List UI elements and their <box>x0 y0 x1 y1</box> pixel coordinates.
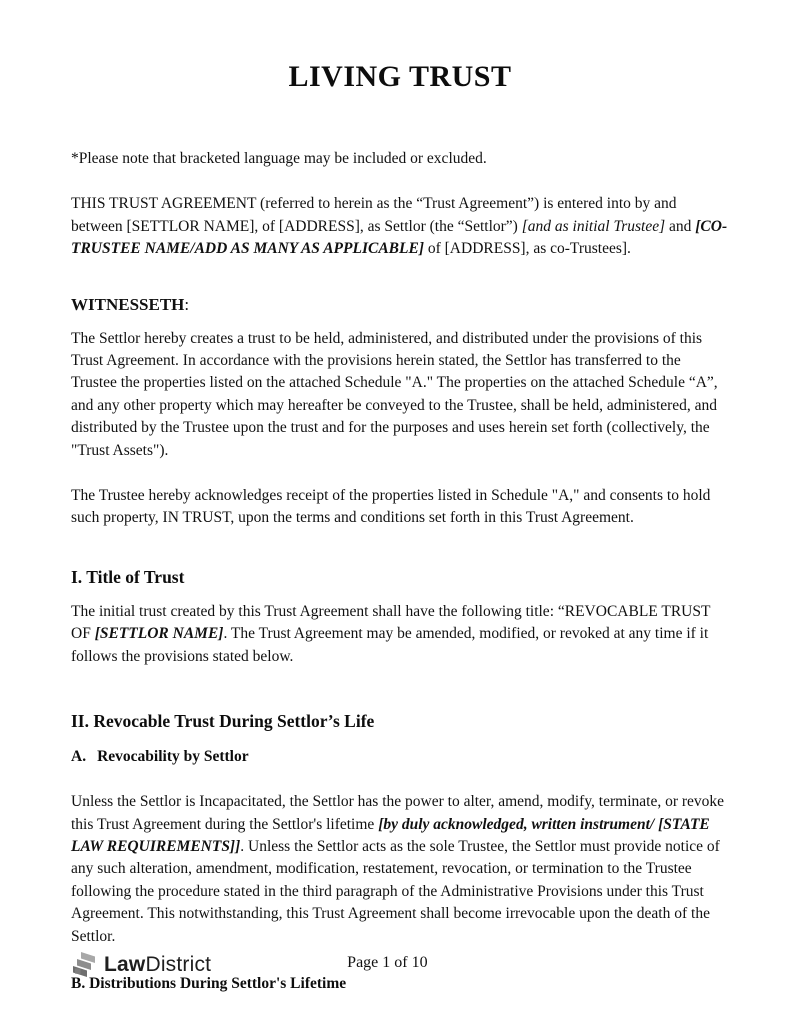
state-law-requirements-placeholder: [by duly acknowledged, written instrument/ [STATE LAW REQUIREMENTS]] <box>71 815 710 855</box>
witnesseth-paragraph-1: The Settlor hereby creates a trust to be held, administered, and distributed under the provisions of this Trust Agreement. In accordance with the provisions herein stated, the Settlor has transferred to the Trustee the properties listed on the attached Schedule "A." The properties on the attached Schedule “A”, and any other property which may hereafter be conveyed to the Trustee, shall be held, administered, and distributed by the Trustee upon the trust and for the purposes and uses herein set forth (collectively, the "Trust Assets"). <box>71 329 718 459</box>
subsection-a-segment: . Unless the Settlor acts as the sole Trustee, the Settlor must provide notice of any such alteration, amendment, modification, restatement, revocation, or termination to the Trustee following the procedure stated in the third paragraph of the Administrative Provisions under this Trust Agreement. This notwithstanding, this Trust Agreement shall become irrevocable upon the death of the Settlor. <box>71 837 720 945</box>
trust-agreement-paragraph <box>71 193 729 260</box>
section-1-segment: The initial trust created by this Trust Agreement shall have the following title: “REVOCABLE TRUST OF <box>71 602 711 643</box>
document-title: LIVING TRUST <box>288 60 512 93</box>
logo-law-text: Law <box>104 953 146 976</box>
agreement-initial-trustee-placeholder: [and as initial Trustee] <box>521 217 666 235</box>
lawdistrict-logo <box>71 950 211 980</box>
logo-district-text: District <box>145 953 212 976</box>
agreement-segment: and <box>665 217 696 235</box>
section-1-paragraph <box>71 601 729 668</box>
bracketed-language-note: *Please note that bracketed language may be included or excluded. <box>71 150 487 167</box>
subsection-a-title: Revocability by Settlor <box>97 748 249 766</box>
section-2-heading: II. Revocable Trust During Settlor’s Life <box>71 711 375 732</box>
page-number: Page 1 of 10 <box>347 954 428 971</box>
lawdistrict-wordmark <box>104 953 211 977</box>
settlor-name-placeholder: [SETTLOR NAME] <box>94 625 224 643</box>
subsection-a-heading <box>71 748 729 766</box>
subsection-a-paragraph <box>71 791 729 948</box>
section-1-heading: I. Title of Trust <box>71 566 185 587</box>
agreement-co-trustee-placeholder: [CO-TRUSTEE NAME/ADD AS MANY AS APPLICABLE] <box>71 217 728 258</box>
subsection-a-segment: Unless the Settlor is Incapacitated, the Settlor has the power to alter, amend, modify, terminate, or revoke this Trust Agreement during the Settlor's lifetime <box>71 793 725 833</box>
subsection-b-heading: B. Distributions During Settlor's Lifetime <box>71 974 347 992</box>
agreement-segment: of [ADDRESS], as co-Trustees]. <box>423 240 631 258</box>
witnesseth-paragraph-2: The Trustee hereby acknowledges receipt of the properties listed in Schedule "A," and consents to hold such property, IN TRUST, upon the terms and conditions set forth in this Trust Agreement. <box>71 487 711 527</box>
witnesseth-heading-colon: : <box>184 294 190 314</box>
witnesseth-heading-text: WITNESSETH <box>71 294 185 314</box>
subsection-a-label: A. <box>71 748 87 766</box>
page-footer <box>71 946 729 986</box>
agreement-segment: THIS TRUST AGREEMENT (referred to herein as the “Trust Agreement”) is entered into by and between [SETTLOR NAME], of [ADDRESS], as Settlor (the “Settlor”) <box>71 195 677 235</box>
lawdistrict-layers-icon <box>71 950 99 980</box>
witnesseth-heading <box>71 295 729 315</box>
section-1-segment: . The Trust Agreement may be amended, modified, or revoked at any time if it follows the provisions stated below. <box>71 625 709 665</box>
